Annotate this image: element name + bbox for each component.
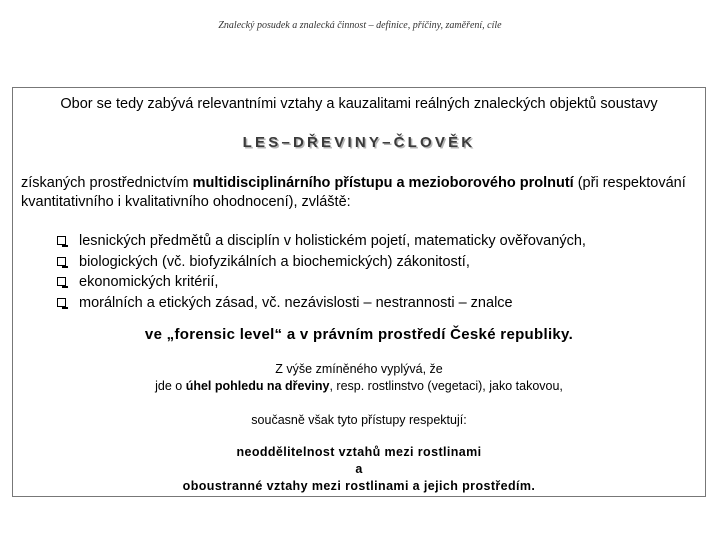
conclusion-bold: úhel pohledu na dřeviny: [185, 379, 330, 393]
criteria-list: [57, 231, 586, 313]
list-item: morálních a etických zásad, vč. nezávislosti – nestrannosti – znalce: [57, 293, 586, 314]
forensic-statement: ve „forensic level“ a v právním prostředí České republiky.: [144, 326, 574, 343]
final-line: neoddělitelnost vztahů mezi rostlinami: [236, 445, 482, 459]
final-line: a: [355, 462, 363, 476]
checkbox-bullet-icon: [57, 236, 66, 245]
content-box: [12, 87, 706, 497]
paragraph-part2: (při respektování kvantitativního i kvalitativního ohodnocení), zvláště:: [21, 175, 686, 210]
method-paragraph: [21, 174, 693, 212]
slide-header: Znalecký posudek a znalecká činnost – definice, příčiny, zaměření, cíle: [218, 20, 502, 31]
list-item: lesnických předmětů a disciplín v holistickém pojetí, matematicky ověřovaných,: [57, 231, 586, 252]
conclusion-line-2: jde o úhel pohledu na dřeviny, resp. rostlinstvo (vegetaci), jako takovou,: [155, 379, 563, 393]
list-item: biologických (vč. biofyzikálních a biochemických) zákonitostí,: [57, 252, 586, 273]
list-item: ekonomických kritérií,: [57, 272, 586, 293]
paragraph-bold: multidisciplinárního přístupu a mezioborového prolnutí: [192, 175, 574, 191]
intro-text: Obor se tedy zabývá relevantními vztahy a kauzalitami reálných znaleckých objektů soustavy: [60, 96, 658, 112]
conclusion-line-1: Z výše zmíněného vyplývá, že: [275, 362, 443, 376]
checkbox-bullet-icon: [57, 257, 66, 266]
conclusion-line-3: současně však tyto přístupy respektují:: [251, 413, 467, 427]
checkbox-bullet-icon: [57, 298, 66, 307]
motto-heading: LES–DŘEVINY–ČLOVĚK: [242, 134, 476, 151]
final-line: oboustranné vztahy mezi rostlinami a jejich prostředím.: [182, 479, 536, 493]
checkbox-bullet-icon: [57, 277, 66, 286]
final-statement: [13, 444, 705, 495]
paragraph-part1: získaných prostřednictvím: [21, 175, 193, 191]
